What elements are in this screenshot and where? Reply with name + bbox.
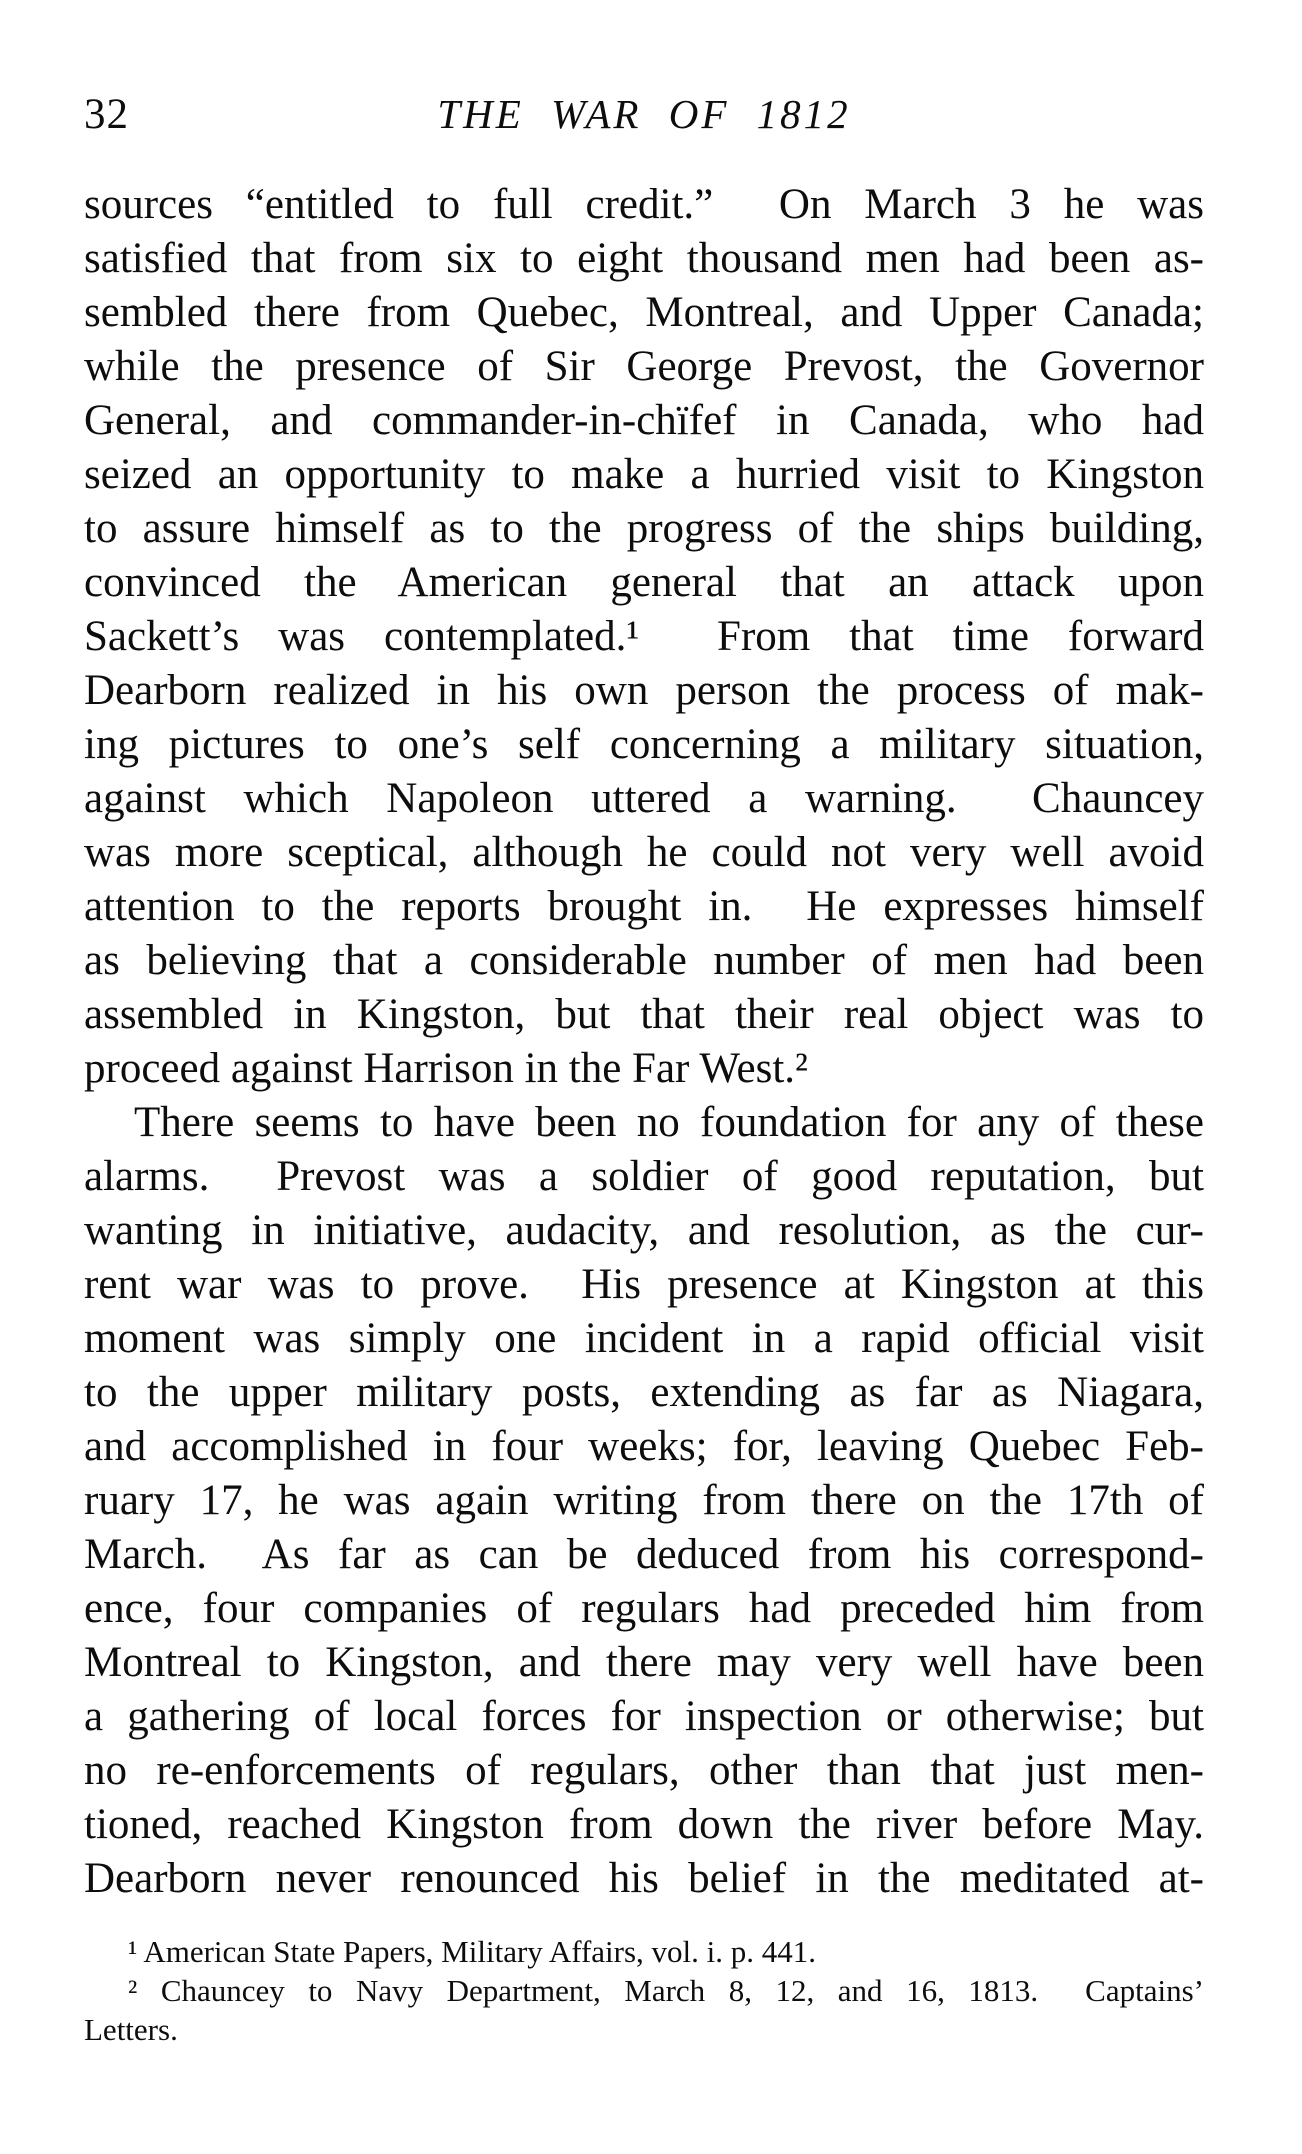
- footnote-line: ² Chauncey to Navy Department, March 8, 12, and 16, 1813. Captains’: [128, 1973, 1204, 2008]
- text-line: to the upper military posts, extending as far as Niagara,: [84, 1369, 1204, 1416]
- text-line: rent war was to prove. His presence at Kingston at this: [84, 1261, 1204, 1308]
- text-line: sources “entitled to full credit.” On March 3 he was: [84, 181, 1204, 228]
- text-line: Montreal to Kingston, and there may very well have been: [84, 1639, 1204, 1686]
- text-line: tioned, reached Kingston from down the river before May.: [84, 1801, 1204, 1848]
- text-line: General, and commander-in-chïfef in Canada, who had: [84, 397, 1204, 444]
- text-line: sembled there from Quebec, Montreal, and Upper Canada;: [84, 289, 1204, 336]
- text-line: a gathering of local forces for inspection or otherwise; but: [84, 1693, 1204, 1740]
- text-line: as believing that a considerable number of men had been: [84, 937, 1204, 984]
- body-text: [84, 178, 1204, 1906]
- running-title: THE WAR OF 1812: [437, 91, 851, 137]
- text-line: ing pictures to one’s self concerning a military situation,: [84, 721, 1204, 768]
- text-line: while the presence of Sir George Prevost, the Governor: [84, 343, 1204, 390]
- text-line: ence, four companies of regulars had preceded him from: [84, 1585, 1204, 1632]
- text-line: attention to the reports brought in. He expresses himself: [84, 883, 1204, 930]
- text-line: ruary 17, he was again writing from there on the 17th of: [84, 1477, 1204, 1524]
- text-line: wanting in initiative, audacity, and resolution, as the cur-: [84, 1207, 1204, 1254]
- text-line: seized an opportunity to make a hurried visit to Kingston: [84, 451, 1204, 498]
- text-line: Dearborn realized in his own person the process of mak-: [84, 667, 1204, 714]
- paragraph: [84, 1096, 1204, 1906]
- paragraph: [84, 178, 1204, 1096]
- text-line: and accomplished in four weeks; for, leaving Quebec Feb-: [84, 1423, 1204, 1470]
- text-line: to assure himself as to the progress of the ships building,: [84, 505, 1204, 552]
- text-line: against which Napoleon uttered a warning. Chauncey: [84, 775, 1204, 822]
- text-line: Sackett’s was contemplated.¹ From that time forward: [84, 613, 1204, 660]
- text-line: convinced the American general that an attack upon: [84, 559, 1204, 606]
- text-line: was more sceptical, although he could not very well avoid: [84, 829, 1204, 876]
- footnotes: [84, 1932, 1204, 2049]
- text-line: alarms. Prevost was a soldier of good reputation, but: [84, 1153, 1204, 1200]
- text-line: no re-enforcements of regulars, other than that just men-: [84, 1747, 1204, 1794]
- footnote-line: Letters.: [84, 2012, 178, 2047]
- text-line: satisfied that from six to eight thousand men had been as-: [84, 235, 1204, 282]
- text-line: There seems to have been no foundation for any of these: [134, 1099, 1204, 1146]
- page-number: 32: [84, 91, 129, 138]
- text-line: Dearborn never renounced his belief in the meditated at-: [84, 1855, 1204, 1902]
- footnote-line: ¹ American State Papers, Military Affairs, vol. i. p. 441.: [128, 1934, 817, 1969]
- text-line: moment was simply one incident in a rapid official visit: [84, 1315, 1204, 1362]
- page-header: [84, 90, 1204, 140]
- text-line: March. As far as can be deduced from his correspond-: [84, 1531, 1204, 1578]
- text-line: proceed against Harrison in the Far West.²: [84, 1045, 808, 1092]
- text-line: assembled in Kingston, but that their real object was to: [84, 991, 1204, 1038]
